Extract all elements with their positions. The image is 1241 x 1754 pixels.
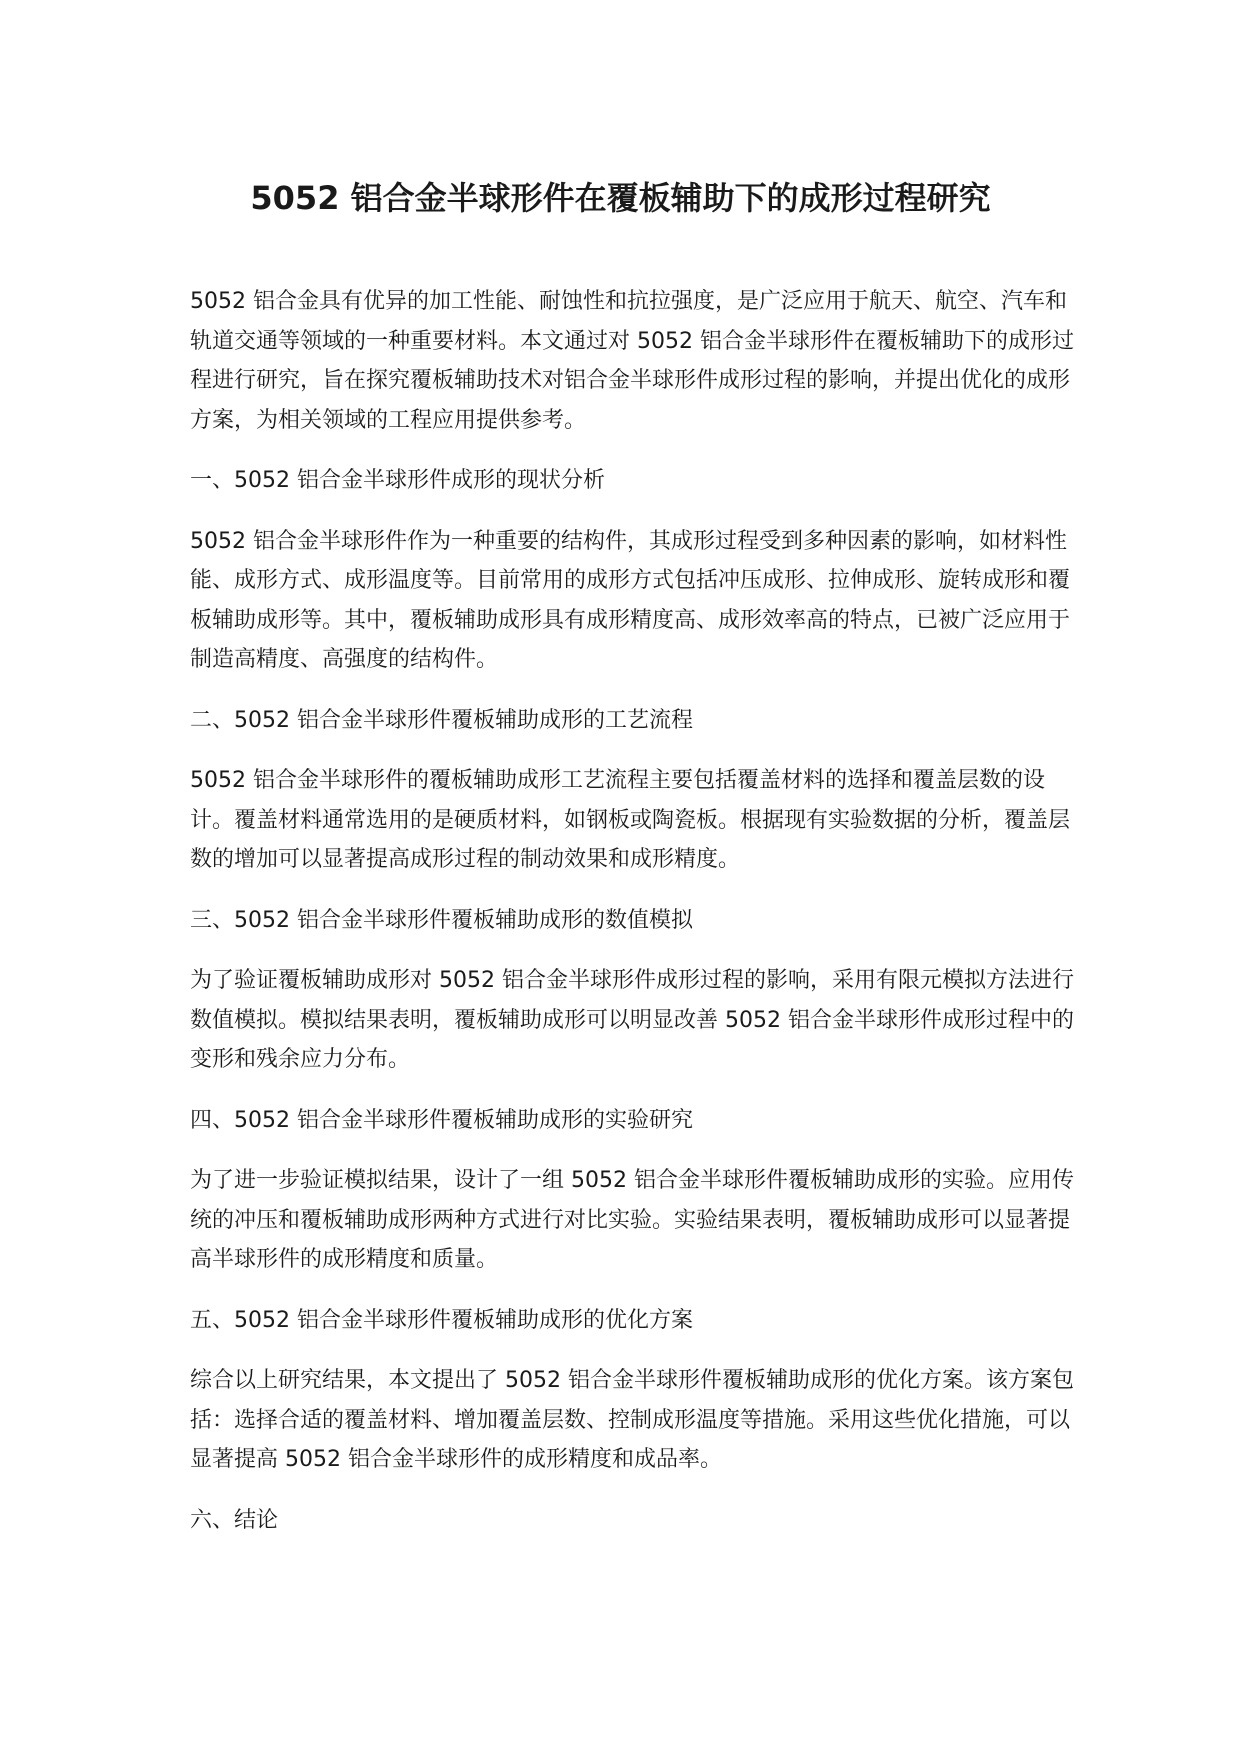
section-heading: 三、5052 铝合金半球形件覆板辅助成形的数值模拟 — [190, 907, 693, 933]
section-heading: 六、结论 — [190, 1507, 279, 1533]
section-heading: 五、5052 铝合金半球形件覆板辅助成形的优化方案 — [190, 1307, 693, 1333]
section-paragraph: 5052 铝合金半球形件作为一种重要的结构件，其成形过程受到多种因素的影响，如材料性能、成形方式、成形温度等。目前常用的成形方式包括冲压成形、拉伸成形、旋转成形和覆板辅助成形等。其中，覆板辅助成形具有成形精度高、成形效率高的特点，已被广泛应用于制造高精度、高强度的结构件。 — [190, 528, 1071, 672]
section-heading: 一、5052 铝合金半球形件成形的现状分析 — [190, 468, 605, 493]
section-heading: 四、5052 铝合金半球形件覆板辅助成形的实验研究 — [190, 1107, 693, 1133]
section-paragraph: 5052 铝合金半球形件的覆板辅助成形工艺流程主要包括覆盖材料的选择和覆盖层数的设计。覆盖材料通常选用的是硬质材料，如钢板或陶瓷板。根据现有实验数据的分析，覆盖层数的增加可以显著提高成形过程的制动效果和成形精度。 — [190, 768, 1071, 872]
section-heading: 二、5052 铝合金半球形件覆板辅助成形的工艺流程 — [190, 707, 693, 733]
document-body — [190, 282, 1080, 1561]
section-paragraph: 综合以上研究结果，本文提出了 5052 铝合金半球形件覆板辅助成形的优化方案。该方案包括：选择合适的覆盖材料、增加覆盖层数、控制成形温度等措施。采用这些优化措施，可以显著提高 5052 铝合金半球形件的成形精度和成品率。 — [190, 1368, 1074, 1472]
intro-paragraph: 5052 铝合金具有优异的加工性能、耐蚀性和抗拉强度，是广泛应用于航天、航空、汽车和轨道交通等领域的一种重要材料。本文通过对 5052 铝合金半球形件在覆板辅助下的成形过程进行研究，旨在探究覆板辅助技术对铝合金半球形件成形过程的影响，并提出优化的成形方案，为相关领域的工程应用提供参考。 — [190, 289, 1074, 433]
section-paragraph: 为了验证覆板辅助成形对 5052 铝合金半球形件成形过程的影响，采用有限元模拟方法进行数值模拟。模拟结果表明，覆板辅助成形可以明显改善 5052 铝合金半球形件成形过程中的变形和残余应力分布。 — [190, 968, 1074, 1072]
document-title: 5052 铝合金半球形件在覆板辅助下的成形过程研究 — [250, 179, 991, 217]
section-paragraph: 为了进一步验证模拟结果，设计了一组 5052 铝合金半球形件覆板辅助成形的实验。应用传统的冲压和覆板辅助成形两种方式进行对比实验。实验结果表明，覆板辅助成形可以显著提高半球形件的成形精度和质量。 — [190, 1168, 1074, 1272]
